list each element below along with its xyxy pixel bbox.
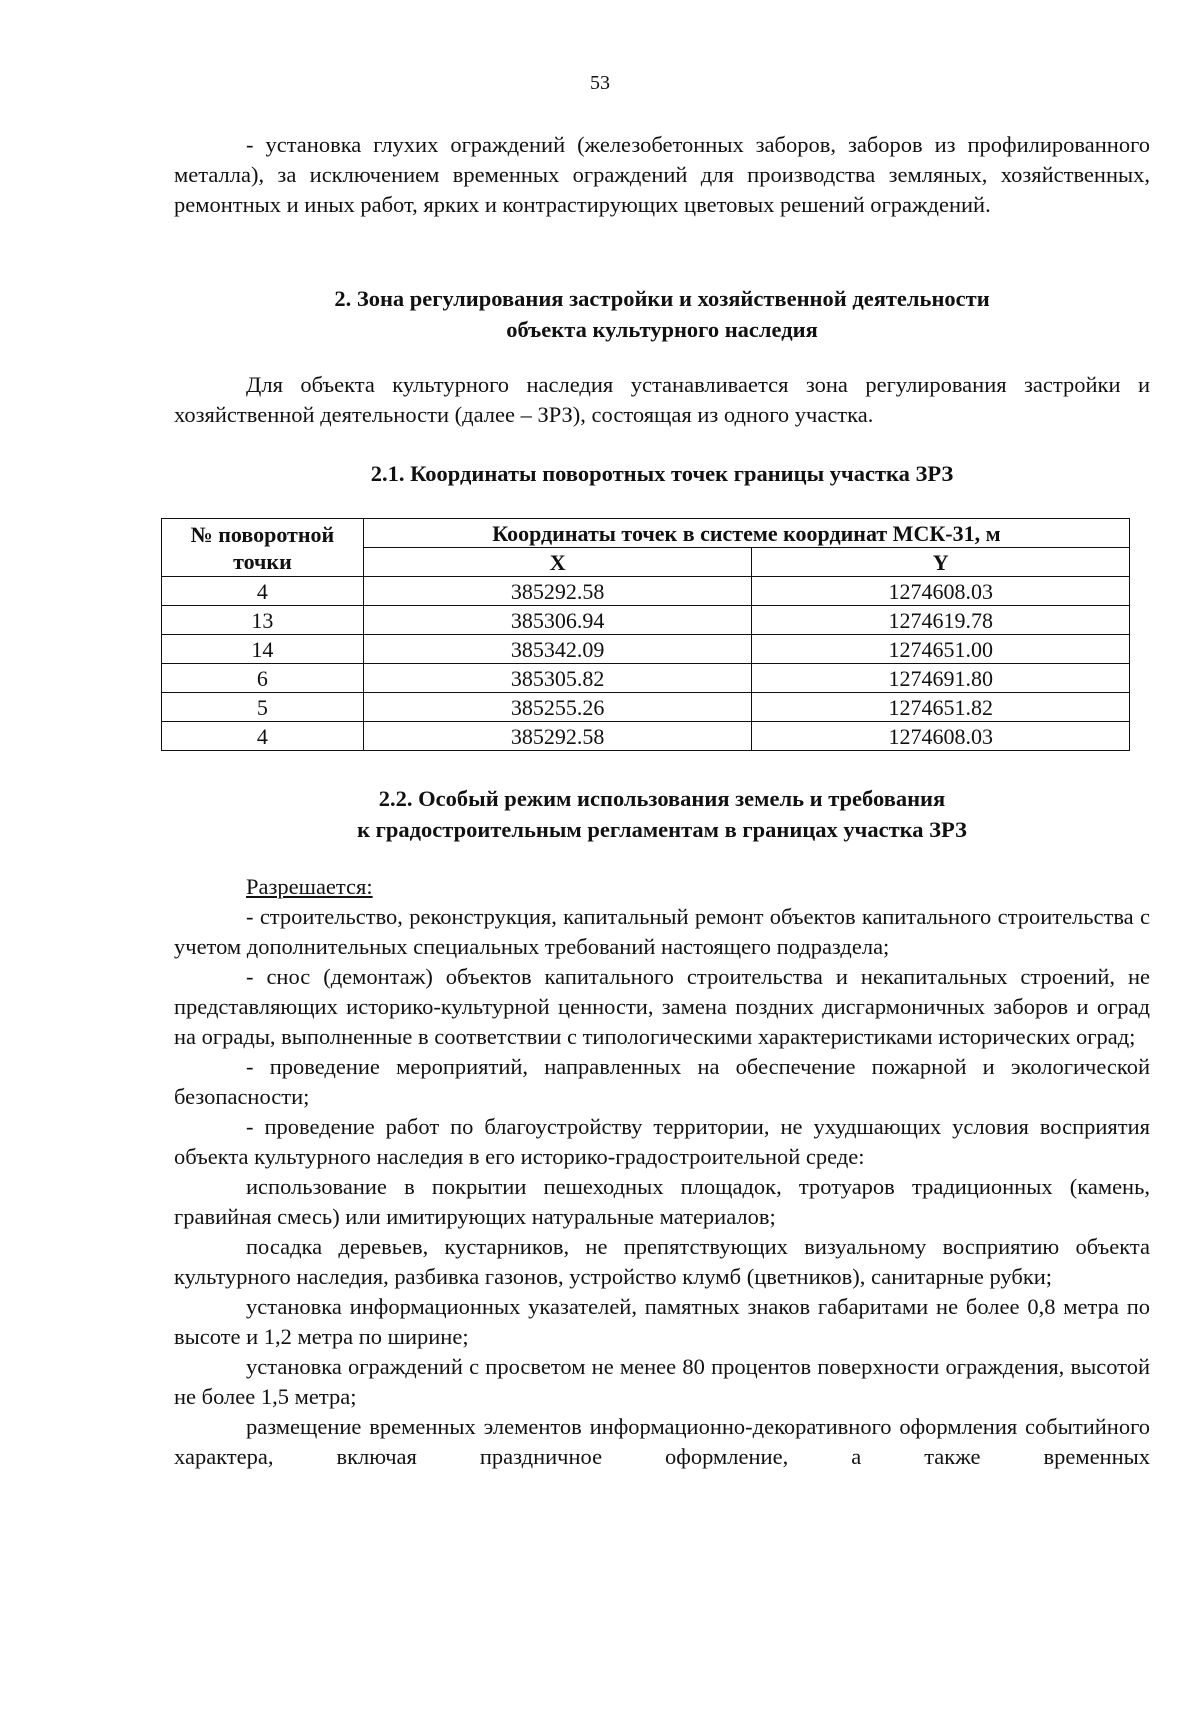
header-point-number: № поворотной точки [162, 519, 364, 577]
sub-list-item: использование в покрытии пешеходных площадок, тротуаров традиционных (камень, гравийная смесь) или имитирующих натуральные материалов; [174, 1174, 1150, 1229]
intro-paragraph: - установка глухих ограждений (железобетонных заборов, заборов из профилированного металла), за исключением временных ограждений для производства земляных, хозяйственных, ремонтных и иных работ, ярких и контрастирующих цветовых решений ограждений. [174, 132, 1150, 217]
cell-point: 4 [162, 577, 364, 606]
header-x: X [363, 548, 752, 577]
section-2-heading [174, 283, 1150, 345]
cell-point: 6 [162, 664, 364, 693]
allowed-label: Разрешается: [246, 874, 373, 899]
section-2-title-line-1: 2. Зона регулирования застройки и хозяйственной деятельности [334, 286, 990, 311]
section-2-text-block [174, 370, 1150, 430]
sub-list-item: размещение временных элементов информационно-декоративного оформления событийного характера, включая праздничное оформление, а также временных [174, 1414, 1150, 1469]
table-row [162, 693, 1130, 722]
sub-list-item: установка ограждений с просветом не менее 80 процентов поверхности ограждения, высотой не более 1,5 метра; [174, 1354, 1150, 1409]
section-2-2-heading [174, 783, 1150, 845]
page-number: 53 [590, 72, 610, 94]
cell-x: 385306.94 [363, 606, 752, 635]
table-row [162, 722, 1130, 751]
list-item: - проведение мероприятий, направленных на обеспечение пожарной и экологической безопасности; [174, 1054, 1150, 1109]
section-2-2-title-line-1: 2.2. Особый режим использования земель и требования [378, 786, 946, 811]
list-item: - проведение работ по благоустройству территории, не ухудшающих условия восприятия объекта культурного наследия в его историко-градостроительной среде: [174, 1114, 1150, 1169]
header-y: Y [752, 548, 1130, 577]
cell-point: 14 [162, 635, 364, 664]
table-row [162, 635, 1130, 664]
table-row [162, 577, 1130, 606]
list-item: - снос (демонтаж) объектов капитального строительства и некапитальных строений, не представляющих историко-культурной ценности, замена поздних дисгармоничных заборов и оград на ограды, выполненные в соответствии с типологическими характеристиками исторических оград; [174, 964, 1150, 1049]
cell-point: 13 [162, 606, 364, 635]
section-2-paragraph: Для объекта культурного наследия устанавливается зона регулирования застройки и хозяйственной деятельности (далее – ЗРЗ), состоящая из одного участка. [174, 372, 1150, 427]
sub-list-item: посадка деревьев, кустарников, не препятствующих визуальному восприятию объекта культурного наследия, разбивка газонов, устройство клумб (цветников), санитарные рубки; [174, 1234, 1150, 1289]
cell-x: 385255.26 [363, 693, 752, 722]
section-2-title-line-2: объекта культурного наследия [506, 317, 818, 342]
coordinates-table [161, 518, 1130, 751]
cell-x: 385292.58 [363, 722, 752, 751]
section-2-1-title: 2.1. Координаты поворотных точек границы участка ЗРЗ [370, 461, 954, 486]
allowed-label-line [174, 872, 1150, 902]
sub-list-item: установка информационных указателей, памятных знаков габаритами не более 0,8 метра по высоте и 1,2 метра по ширине; [174, 1294, 1150, 1349]
table-row [162, 606, 1130, 635]
cell-x: 385342.09 [363, 635, 752, 664]
cell-y: 1274651.82 [752, 693, 1130, 722]
section-2-1-heading [174, 458, 1150, 489]
list-item: - строительство, реконструкция, капитальный ремонт объектов капитального строительства с учетом дополнительных специальных требований настоящего подраздела; [174, 904, 1150, 959]
cell-x: 385305.82 [363, 664, 752, 693]
cell-y: 1274608.03 [752, 577, 1130, 606]
table-row [162, 664, 1130, 693]
cell-y: 1274651.00 [752, 635, 1130, 664]
section-2-2-text-block [174, 872, 1150, 1472]
intro-text-block [174, 130, 1150, 220]
cell-x: 385292.58 [363, 577, 752, 606]
cell-point: 5 [162, 693, 364, 722]
section-2-2-title-line-2: к градостроительным регламентам в границах участка ЗРЗ [357, 817, 967, 842]
cell-y: 1274619.78 [752, 606, 1130, 635]
cell-y: 1274608.03 [752, 722, 1130, 751]
header-coordinates: Координаты точек в системе координат МСК-31, м [363, 519, 1129, 548]
cell-point: 4 [162, 722, 364, 751]
cell-y: 1274691.80 [752, 664, 1130, 693]
